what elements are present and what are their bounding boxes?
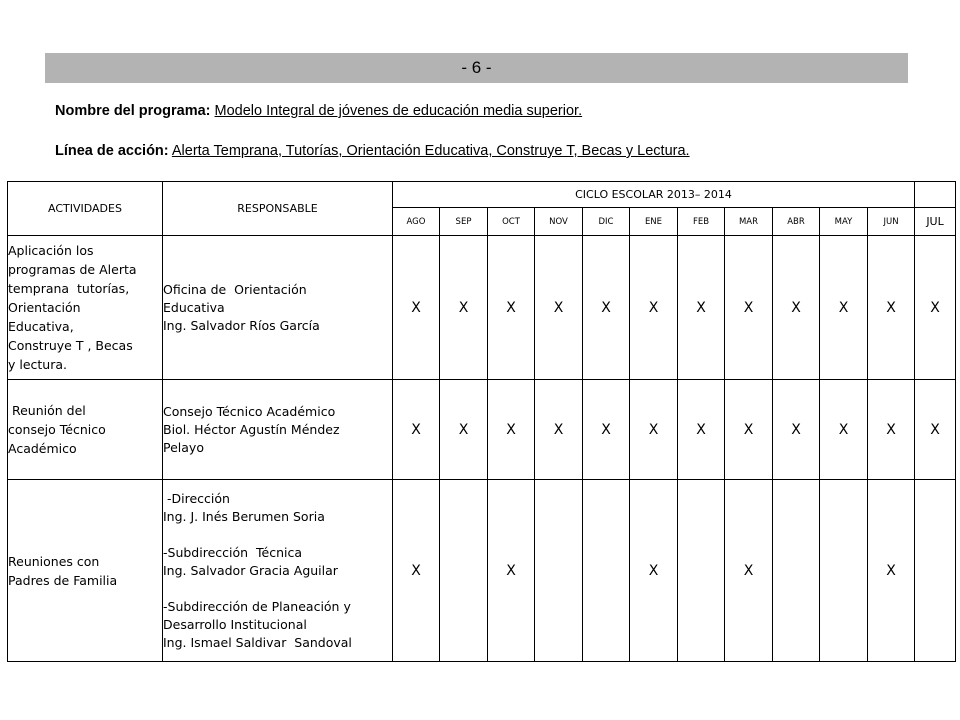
month-mark-jun: X [868, 236, 915, 380]
month-mark-jun: X [868, 380, 915, 480]
header-cycle: CICLO ESCOLAR 2013– 2014 [393, 182, 915, 208]
activity-line: consejo Técnico [8, 422, 106, 437]
responsible-line: Ing. Salvador Ríos García [163, 317, 320, 333]
month-mark-may: X [820, 236, 868, 380]
responsible-spacer [163, 526, 392, 544]
activity-line: Orientación [8, 300, 81, 315]
activity-line: Reuniones con [8, 553, 100, 569]
month-mark-ago: X [393, 236, 440, 380]
activity-line: Padres de Familia [8, 572, 118, 588]
month-mark-may [820, 480, 868, 662]
action-line-label: Línea de acción: [55, 143, 169, 159]
month-mark-feb: X [678, 380, 725, 480]
schedule-body [8, 236, 956, 662]
responsible-line: -Subdirección Técnica [163, 544, 303, 560]
month-header-ene: ENE [630, 208, 678, 236]
responsible-line: Ing. J. Inés Berumen Soria [163, 508, 325, 524]
month-mark-mar: X [725, 380, 773, 480]
table-row [8, 236, 956, 380]
month-mark-nov: X [535, 236, 583, 380]
activity-line: Reunión del [8, 403, 86, 418]
responsible-line: Biol. Héctor Agustín Méndez [163, 421, 340, 437]
responsible-line: -Dirección [163, 490, 230, 506]
program-line [55, 102, 582, 120]
activity-line: Educativa, [8, 319, 74, 334]
month-header-nov: NOV [535, 208, 583, 236]
month-mark-abr [773, 480, 820, 662]
schedule-table [7, 181, 956, 662]
header-responsible: RESPONSABLE [163, 182, 393, 236]
month-header-mar: MAR [725, 208, 773, 236]
responsible-line: Consejo Técnico Académico [163, 403, 336, 419]
activity-line: programas de Alerta [8, 262, 137, 277]
action-line-value: Alerta Temprana, Tutorías, Orientación Educativa, Construye T, Becas y Lectura. [171, 143, 690, 159]
activity-cell [8, 380, 163, 480]
month-mark-jul [915, 480, 956, 662]
month-mark-mar: X [725, 236, 773, 380]
responsible-line: -Subdirección de Planeación y [163, 598, 351, 614]
page-number: - 6 - [461, 58, 492, 77]
table-row [8, 480, 956, 662]
responsible-line: Ing. Ismael Saldivar Sandoval [163, 634, 352, 650]
activity-line: Aplicación los [8, 243, 94, 258]
responsible-spacer [163, 580, 392, 598]
month-mark-nov: X [535, 380, 583, 480]
activity-line: Académico [8, 441, 77, 456]
month-mark-jul: X [915, 236, 956, 380]
month-header-sep: SEP [440, 208, 488, 236]
header-activities: ACTIVIDADES [8, 182, 163, 236]
month-mark-abr: X [773, 236, 820, 380]
header-blank [915, 182, 956, 208]
month-header-dic: DIC [583, 208, 630, 236]
activity-line: y lectura. [8, 357, 68, 372]
action-line [55, 142, 690, 160]
responsible-line: Educativa [163, 299, 225, 315]
month-mark-sep [440, 480, 488, 662]
page-number-bar [45, 53, 908, 83]
month-mark-jun: X [868, 480, 915, 662]
month-header-oct: OCT [488, 208, 535, 236]
month-mark-ene: X [630, 480, 678, 662]
month-mark-dic: X [583, 380, 630, 480]
program-value: Modelo Integral de jóvenes de educación media superior. [214, 103, 583, 119]
month-mark-ago: X [393, 480, 440, 662]
month-mark-abr: X [773, 380, 820, 480]
month-mark-ene: X [630, 236, 678, 380]
responsible-line: Oficina de Orientación [163, 281, 307, 297]
month-mark-sep: X [440, 236, 488, 380]
month-mark-oct: X [488, 380, 535, 480]
month-mark-dic [583, 480, 630, 662]
responsible-cell [163, 236, 393, 380]
responsible-cell [163, 380, 393, 480]
month-mark-feb: X [678, 236, 725, 380]
month-mark-sep: X [440, 380, 488, 480]
month-header-may: MAY [820, 208, 868, 236]
month-header-jul: JUL [915, 208, 956, 236]
month-mark-jul: X [915, 380, 956, 480]
month-header-ago: AGO [393, 208, 440, 236]
month-mark-feb [678, 480, 725, 662]
month-mark-ago: X [393, 380, 440, 480]
month-mark-oct: X [488, 236, 535, 380]
month-mark-may: X [820, 380, 868, 480]
responsible-line: Pelayo [163, 439, 204, 455]
month-header-feb: FEB [678, 208, 725, 236]
activity-cell [8, 480, 163, 662]
responsible-line: Ing. Salvador Gracia Aguilar [163, 562, 338, 578]
activity-line: temprana tutorías, [8, 281, 130, 296]
month-header-jun: JUN [868, 208, 915, 236]
month-mark-mar: X [725, 480, 773, 662]
month-mark-nov [535, 480, 583, 662]
month-mark-dic: X [583, 236, 630, 380]
program-label: Nombre del programa: [55, 103, 211, 119]
month-header-abr: ABR [773, 208, 820, 236]
month-mark-ene: X [630, 380, 678, 480]
activity-line: Construye T , Becas [8, 338, 133, 353]
table-row [8, 380, 956, 480]
activity-cell [8, 236, 163, 380]
month-mark-oct: X [488, 480, 535, 662]
responsible-line: Desarrollo Institucional [163, 616, 307, 632]
responsible-cell [163, 480, 393, 662]
